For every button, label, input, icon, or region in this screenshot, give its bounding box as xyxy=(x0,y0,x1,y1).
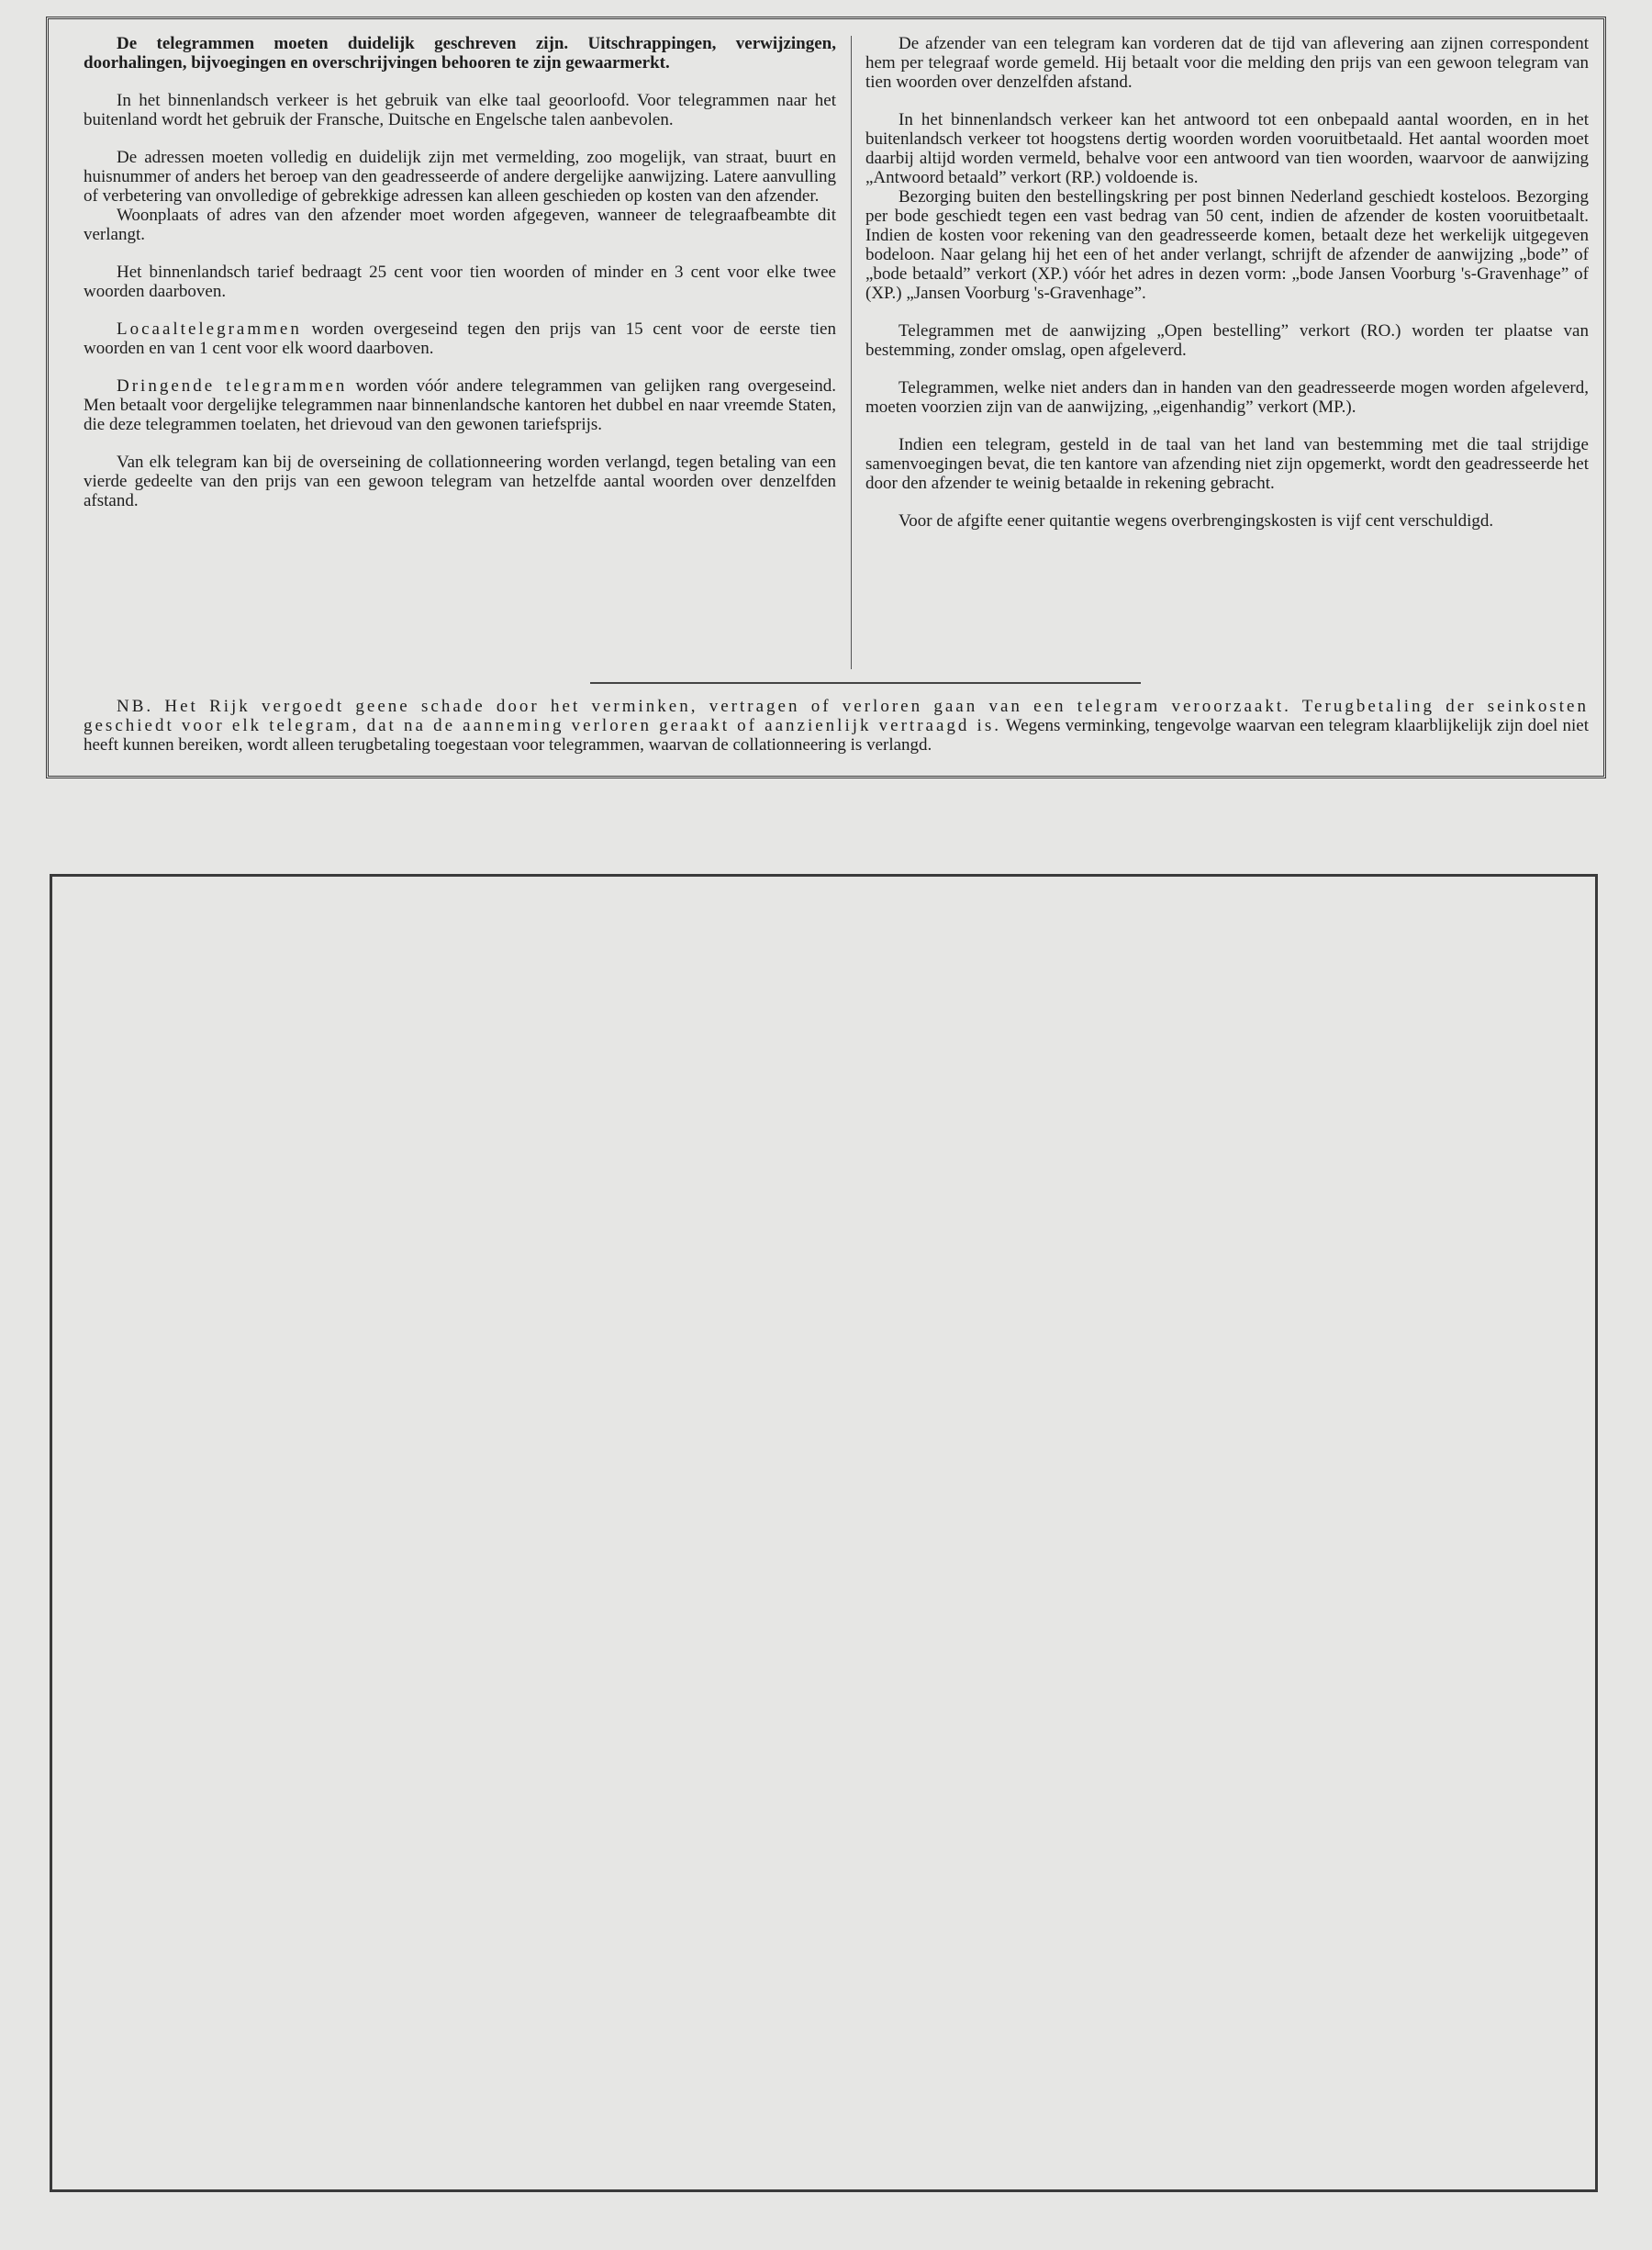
blank-message-frame xyxy=(50,874,1598,2192)
paragraph-addresses: De adressen moeten volledig en duidelijk zijn met vermelding, zoo mogelijk, van straat, buurt en huisnummer of anders het beroep van den geadresseerde of andere dergelijke aanwijzing. Latere aanvulling of verbetering van onvolledige of gebrekkige adressen kan alleen geschieden op kosten van den afzender. xyxy=(84,148,836,206)
right-column xyxy=(865,34,1589,549)
paragraph-receipt-fee: Voor de afgifte eener quitantie wegens overbrengingskosten is vijf cent verschuldigd. xyxy=(899,511,1494,531)
paragraph-open-delivery: Telegrammen met de aanwijzing „Open bestelling” verkort (RO.) worden ter plaatse van bestemming, zonder omslag, open afgeleverd. xyxy=(865,321,1589,360)
local-telegrams-term: Locaaltelegrammen xyxy=(117,319,302,339)
paragraph-legibility: De telegrammen moeten duidelijk geschreven zijn. Uitschrappingen, verwijzingen, doorhalingen, bijvoegingen en overschrijvingen behooren te zijn gewaarmerkt. xyxy=(84,34,836,73)
paragraph-collation: Van elk telegram kan bij de overseining de collationneering worden verlangd, tegen betaling van een vierde gedeelte van den prijs van een gewoon telegram van hetzelfde aantal woorden over denzelfden afstand. xyxy=(84,453,836,510)
paragraph-courier-delivery: Bezorging buiten den bestellingskring per post binnen Nederland geschiedt kosteloos. Bezorging per bode geschiedt tegen een vast bedrag van 50 cent, indien de afzender de kosten vooruitbetaalt. Indien de kosten voor rekening van den geadresseerde komen, betaalt deze het werkelijk uitgegeven bodeloon. Naar gelang hij het een of het ander verlangt, schrijft de afzender de aanwijzing „bode” of „bode betaald” verkort (XP.) vóór het adres in dezen vorm: „bode Jansen Voorburg 's-Gravenhage” of (XP.) „Jansen Voorburg 's-Gravenhage”. xyxy=(865,187,1589,303)
footnote-refund: Wegens verminking, tengevolge waarvan een telegram klaarblijkelijk zijn doel niet heeft kunnen bereiken, wordt alleen terugbetaling toegestaan voor telegrammen, waarvan de collationneering is verlangd. xyxy=(84,716,1589,755)
column-divider xyxy=(851,36,852,669)
paragraph-language: In het binnenlandsch verkeer is het gebruik van elke taal geoorloofd. Voor telegrammen naar het buitenland wordt het gebruik der Fransche, Duitsche en Engelsche talen aanbevolen. xyxy=(84,91,836,129)
paragraph-language-combinations: Indien een telegram, gesteld in de taal van het land van bestemming met die taal strijdige samenvoegingen bevat, die ten kantore van afzending niet zijn opgemerkt, wordt den geadresseerde het door den afzender te weinig betaalde in rekening gebracht. xyxy=(865,435,1589,493)
paragraph-delivery-notice: De afzender van een telegram kan vorderen dat de tijd van aflevering aan zijnen correspondent hem per telegraaf worde gemeld. Hij betaalt voor die melding den prijs van een gewoon telegram van tien woorden over denzelfden afstand. xyxy=(865,34,1589,92)
left-column xyxy=(84,34,836,529)
local-telegrams-text: worden overgeseind tegen den prijs van 15 cent voor de eerste tien woorden en van 1 cent voor elk woord daarboven. xyxy=(84,319,836,358)
paragraph-personal-delivery: Telegrammen, welke niet anders dan in handen van den geadresseerde mogen worden afgeleverd, moeten voorzien zijn van de aanwijzing, „eigenhandig” verkort (MP.). xyxy=(865,378,1589,417)
paragraph-local-telegrams xyxy=(84,319,836,358)
footnote-paragraph xyxy=(84,697,1589,755)
notice-box xyxy=(46,17,1606,778)
paragraph-prepaid-reply: In het binnenlandsch verkeer kan het antwoord tot een onbepaald aantal woorden, en in het buitenlandsch verkeer tot hoogstens dertig woorden worden vooruitbetaald. Het aantal woorden moet daarbij altijd worden vermeld, behalve voor een antwoord van tien woorden, waarvoor de aanwijzing „Antwoord betaald” verkort (RP.) voldoende is. xyxy=(865,110,1589,187)
footnote xyxy=(84,697,1589,755)
urgent-telegrams-text: worden vóór andere telegrammen van gelijken rang overgeseind. Men betaalt voor dergelijke telegrammen naar binnenlandsche kantoren het dubbel en naar vreemde Staten, die deze telegrammen toelaten, het drievoud van den gewonen tariefsprijs. xyxy=(84,376,836,434)
paragraph-sender-address: Woonplaats of adres van den afzender moet worden afgegeven, wanneer de telegraafbeambte dit verlangt. xyxy=(84,206,836,244)
paragraph-domestic-tariff: Het binnenlandsch tarief bedraagt 25 cent voor tien woorden of minder en 3 cent voor elke twee woorden daarboven. xyxy=(84,263,836,301)
paragraph-urgent-telegrams xyxy=(84,376,836,434)
footnote-liability: NB. Het Rijk vergoedt geene schade door het verminken, vertragen of verloren gaan van een telegram veroorzaakt. Terugbetaling der seinkosten geschiedt voor elk telegram, dat na de aanneming verloren geraakt of aanzienlijk vertraagd is. xyxy=(84,697,1589,735)
urgent-telegrams-term: Dringende telegrammen xyxy=(117,376,348,396)
footnote-rule xyxy=(590,682,1141,684)
